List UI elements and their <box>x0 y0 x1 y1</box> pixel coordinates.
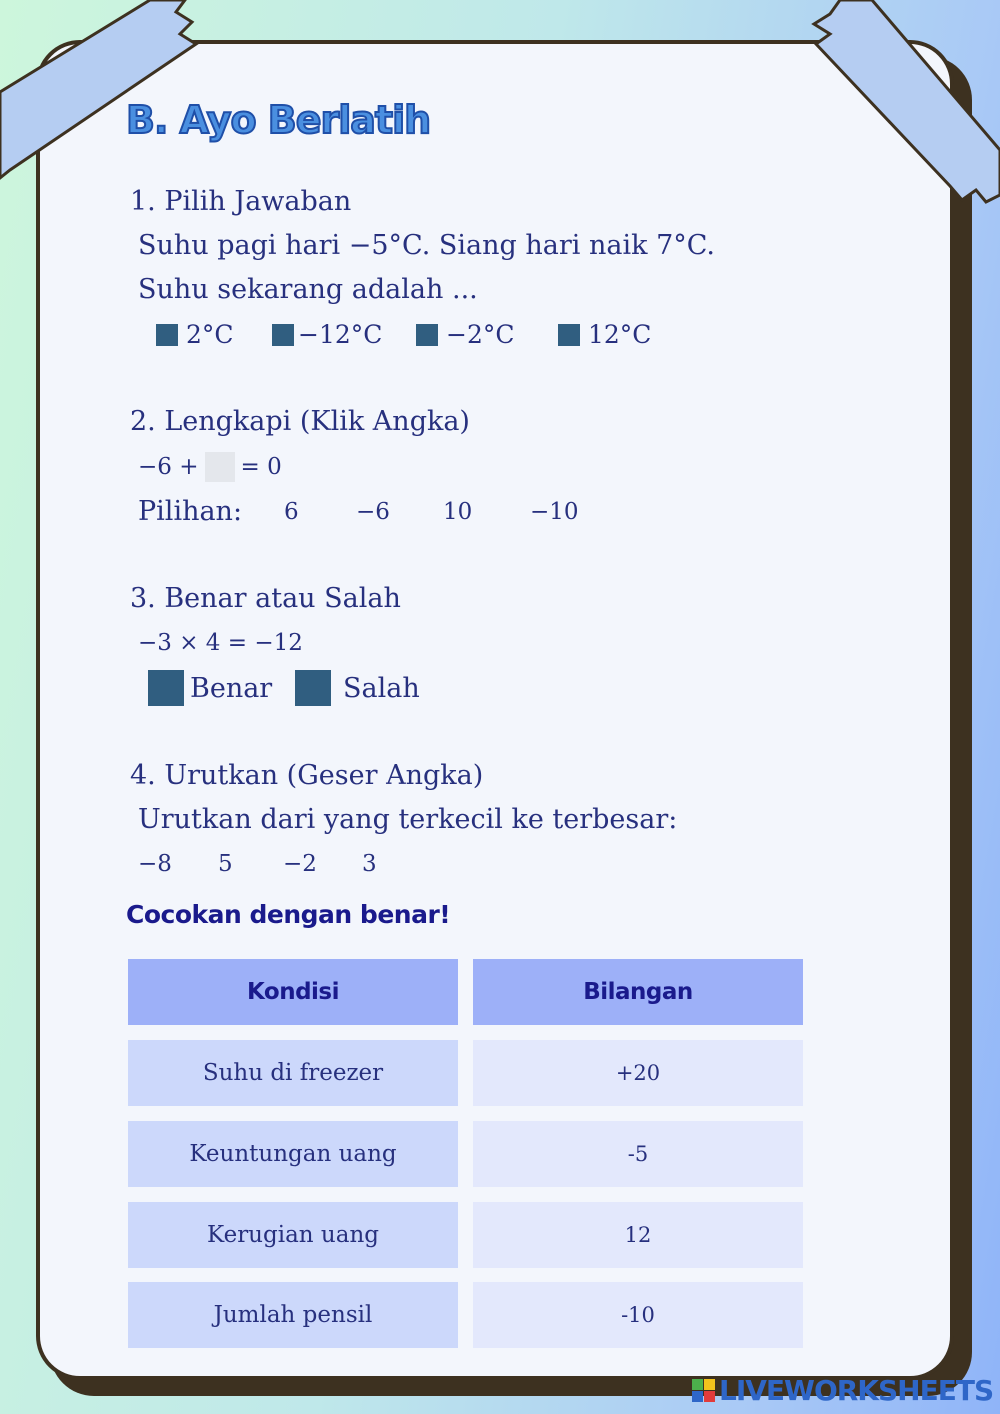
q3-option-label: Benar <box>190 672 273 704</box>
match-right-item[interactable]: +20 <box>473 1040 803 1106</box>
tape-left-decoration <box>0 0 220 190</box>
q1-heading: 1. Pilih Jawaban <box>130 186 352 217</box>
q4-number[interactable]: −8 <box>138 851 172 877</box>
tape-right-decoration <box>800 0 1000 220</box>
q3-option-benar[interactable] <box>148 670 272 706</box>
match-title: Cocokan dengan benar! <box>126 900 451 929</box>
q2-choice[interactable]: 6 <box>284 499 299 525</box>
match-left-item[interactable]: Keuntungan uang <box>128 1121 458 1187</box>
q3-option-salah[interactable] <box>295 670 420 706</box>
q1-line2: Suhu sekarang adalah ... <box>138 274 478 305</box>
q4-heading: 4. Urutkan (Geser Angka) <box>130 760 484 791</box>
q4-number[interactable]: −2 <box>283 851 317 877</box>
q2-choice[interactable]: −10 <box>530 499 579 525</box>
table-header-kondisi: Kondisi <box>128 959 458 1025</box>
checkbox[interactable] <box>156 324 178 346</box>
q1-option-label: −2°C <box>446 320 515 349</box>
table-header-bilangan: Bilangan <box>473 959 803 1025</box>
q1-line1: Suhu pagi hari −5°C. Siang hari naik 7°C. <box>138 230 716 261</box>
page-title: B. Ayo Berlatih <box>126 98 431 142</box>
q1-option-label: 12°C <box>588 320 652 349</box>
q1-option-label: −12°C <box>298 320 383 349</box>
match-left-item[interactable]: Kerugian uang <box>128 1202 458 1268</box>
liveworksheets-logo-icon <box>692 1379 715 1402</box>
q4-number[interactable]: 5 <box>218 851 233 877</box>
checkbox[interactable] <box>416 324 438 346</box>
checkbox[interactable] <box>558 324 580 346</box>
q2-eq-right: = 0 <box>240 454 282 480</box>
match-right-item[interactable]: -5 <box>473 1121 803 1187</box>
q2-answer-blank[interactable] <box>205 452 235 482</box>
match-right-item[interactable]: -10 <box>473 1282 803 1348</box>
watermark-text: LIVEWORKSHEETS <box>719 1374 994 1407</box>
match-left-item[interactable]: Suhu di freezer <box>128 1040 458 1106</box>
checkbox[interactable] <box>148 670 184 706</box>
match-right-item[interactable]: 12 <box>473 1202 803 1268</box>
watermark <box>692 1374 993 1407</box>
checkbox[interactable] <box>272 324 294 346</box>
q1-option-3[interactable] <box>416 320 514 349</box>
q4-number[interactable]: 3 <box>362 851 377 877</box>
q2-eq-left: −6 + <box>138 454 199 480</box>
q4-instruction: Urutkan dari yang terkecil ke terbesar: <box>138 804 678 835</box>
q2-choices-label: Pilihan: <box>138 496 243 527</box>
q1-option-2[interactable] <box>272 320 382 349</box>
q3-option-label: Salah <box>343 672 420 704</box>
q2-choice[interactable]: 10 <box>443 499 473 525</box>
match-left-item[interactable]: Jumlah pensil <box>128 1282 458 1348</box>
q2-heading: 2. Lengkapi (Klik Angka) <box>130 406 470 437</box>
q1-option-label: 2°C <box>186 320 234 349</box>
q3-statement: −3 × 4 = −12 <box>138 630 303 656</box>
q2-equation <box>138 452 282 482</box>
q2-choice[interactable]: −6 <box>356 499 390 525</box>
q1-option-1[interactable] <box>156 320 234 349</box>
checkbox[interactable] <box>295 670 331 706</box>
q1-option-4[interactable] <box>558 320 651 349</box>
q3-heading: 3. Benar atau Salah <box>130 583 401 614</box>
